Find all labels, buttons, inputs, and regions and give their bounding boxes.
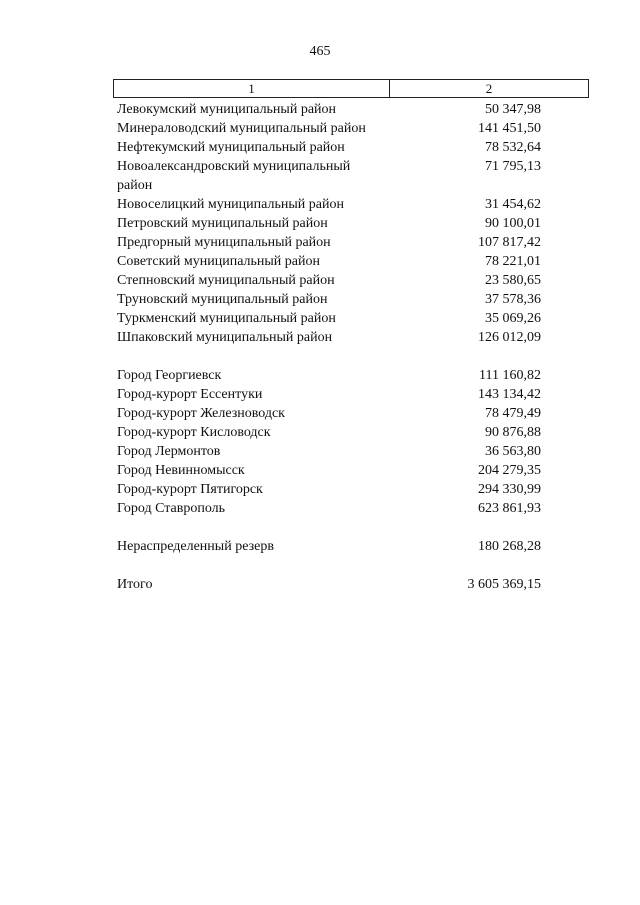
row-name: Город Ставрополь bbox=[117, 501, 226, 516]
row-value: 78 221,01 bbox=[485, 254, 541, 269]
table-header bbox=[113, 79, 589, 98]
table-row bbox=[117, 480, 541, 499]
row-value: 204 279,35 bbox=[478, 463, 541, 478]
table-row bbox=[117, 366, 541, 385]
table-row bbox=[117, 385, 541, 404]
table-row bbox=[117, 195, 541, 214]
row-value: 90 100,01 bbox=[485, 216, 541, 231]
row-value: 294 330,99 bbox=[478, 482, 541, 497]
row-value: 71 795,13 bbox=[485, 159, 541, 174]
row-name: Левокумский муниципальный район bbox=[117, 102, 337, 117]
table-row bbox=[117, 252, 541, 271]
row-name: Город-курорт Пятигорск bbox=[117, 482, 263, 497]
row-value: 36 563,80 bbox=[485, 444, 541, 459]
row-name: Степновский муниципальный район bbox=[117, 273, 335, 288]
row-name: Труновский муниципальный район bbox=[117, 292, 328, 307]
row-value: 90 876,88 bbox=[485, 425, 541, 440]
row-value: 107 817,42 bbox=[478, 235, 541, 250]
table-row bbox=[117, 138, 541, 157]
row-value: 141 451,50 bbox=[478, 121, 541, 136]
row-value: 78 479,49 bbox=[485, 406, 541, 421]
row-value: 31 454,62 bbox=[485, 197, 541, 212]
row-name: Нефтекумский муниципальный район bbox=[117, 140, 345, 155]
row-value: 50 347,98 bbox=[485, 102, 541, 117]
page-number: 465 bbox=[309, 44, 331, 59]
row-value: 623 861,93 bbox=[478, 501, 541, 516]
table-row bbox=[117, 290, 541, 309]
reserve-name: Нераспределенный резерв bbox=[117, 539, 274, 554]
section-gap bbox=[117, 556, 541, 575]
row-name: Город Георгиевск bbox=[117, 368, 222, 383]
row-name: Шпаковский муниципальный район bbox=[117, 330, 333, 345]
section-gap bbox=[117, 518, 541, 537]
table-row bbox=[117, 271, 541, 290]
row-value: 143 134,42 bbox=[478, 387, 541, 402]
table-body bbox=[117, 100, 541, 594]
reserve-value: 180 268,28 bbox=[478, 539, 541, 554]
section-gap bbox=[117, 347, 541, 366]
table-row bbox=[117, 328, 541, 347]
table-row bbox=[117, 404, 541, 423]
total-value: 3 605 369,15 bbox=[467, 577, 541, 592]
table-header-col1: 1 bbox=[114, 80, 390, 97]
table-row bbox=[117, 214, 541, 233]
table-row bbox=[117, 233, 541, 252]
row-value: 78 532,64 bbox=[485, 140, 541, 155]
row-name: Город Лермонтов bbox=[117, 444, 221, 459]
row-name: Новоселицкий муниципальный район bbox=[117, 197, 344, 212]
total-name: Итого bbox=[117, 577, 153, 592]
row-value: 35 069,26 bbox=[485, 311, 541, 326]
table-header-col2: 2 bbox=[485, 80, 493, 96]
row-name: Город-курорт Кисловодск bbox=[117, 425, 271, 440]
row-name: Новоалександровский муниципальный район bbox=[117, 159, 351, 193]
table-row bbox=[117, 499, 541, 518]
row-value: 126 012,09 bbox=[478, 330, 541, 345]
row-value: 111 160,82 bbox=[479, 368, 541, 383]
row-name: Минераловодский муниципальный район bbox=[117, 121, 366, 136]
row-name: Город-курорт Ессентуки bbox=[117, 387, 263, 402]
row-name: Петровский муниципальный район bbox=[117, 216, 328, 231]
row-name: Советский муниципальный район bbox=[117, 254, 320, 269]
row-name: Город Невинномысск bbox=[117, 463, 245, 478]
row-value: 23 580,65 bbox=[485, 273, 541, 288]
table-row bbox=[117, 442, 541, 461]
table-row bbox=[117, 309, 541, 328]
table-row bbox=[117, 423, 541, 442]
table-row bbox=[117, 100, 541, 119]
total-row bbox=[117, 575, 541, 594]
row-name: Город-курорт Железноводск bbox=[117, 406, 285, 421]
table-row bbox=[117, 461, 541, 480]
row-name: Предгорный муниципальный район bbox=[117, 235, 331, 250]
table-row bbox=[117, 119, 541, 138]
reserve-row bbox=[117, 537, 541, 556]
row-name: Туркменский муниципальный район bbox=[117, 311, 336, 326]
table-row bbox=[117, 157, 541, 195]
row-value: 37 578,36 bbox=[485, 292, 541, 307]
